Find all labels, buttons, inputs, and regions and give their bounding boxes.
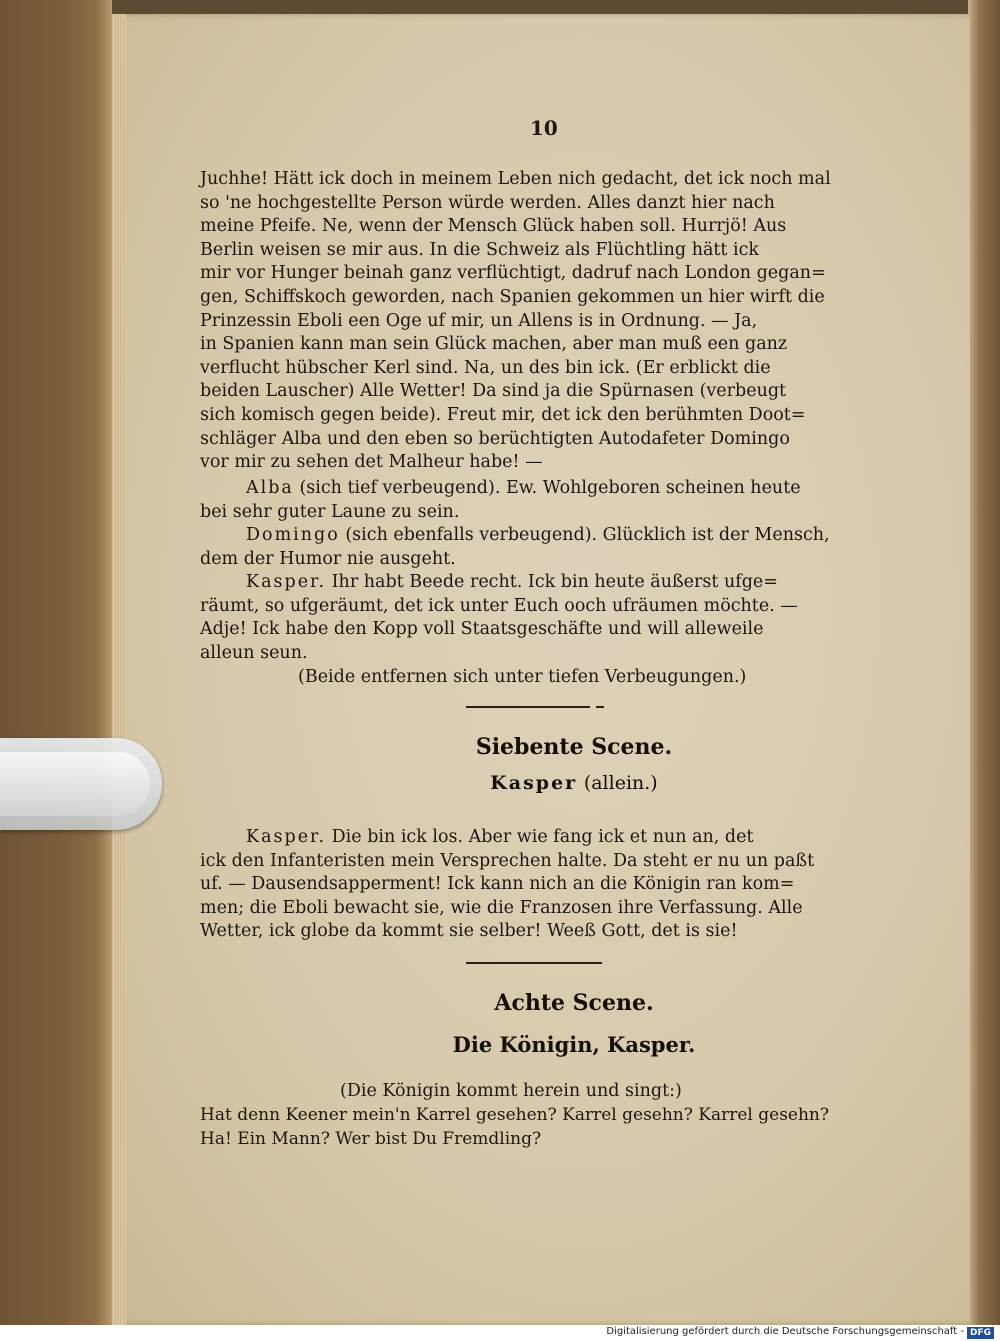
stage-direction: (sich tief verbeugend). xyxy=(299,478,501,498)
text-line: schläger Alba und den eben so berüchtigten Autodafeter Domingo xyxy=(200,428,790,449)
speaker-alba: Alba xyxy=(246,478,294,498)
text-line: in Spanien kann man sein Glück machen, aber man muß een ganz xyxy=(200,334,788,355)
text-line xyxy=(200,826,876,850)
text-line: meine Pfeife. Ne, wenn der Mensch Glück haben soll. Hurrjö! Aus xyxy=(200,216,787,237)
speaker-kasper: Kasper. xyxy=(246,827,327,847)
text-line: beiden Lauscher) Alle Wetter! Da sind ja die Spürnasen (verbeugt xyxy=(200,381,787,402)
text-line: uf. — Dausendsapperment! Ick kann nich an die Königin ran kom= xyxy=(200,874,795,894)
text-line: alleun seun. xyxy=(200,642,308,663)
scene-divider xyxy=(466,706,590,708)
book-cover-left xyxy=(0,0,112,1325)
text-line: Adje! Ick habe den Kopp voll Staatsgeschäfte und will alleweile xyxy=(200,619,764,639)
speech-text: Die bin ick los. Aber wie fang ick et nun an, det xyxy=(331,827,754,847)
text-line: bei sehr guter Laune zu sein. xyxy=(200,501,460,522)
dfg-logo: DFG xyxy=(967,1327,994,1339)
monologue-paragraph xyxy=(200,168,876,475)
text-line: Ha! Ein Mann? Wer bist Du Fremdling? xyxy=(200,1128,542,1149)
song-verse xyxy=(200,1104,876,1151)
text-line: verflucht hübscher Kerl sind. Na, un des bin ick. (Er erblickt die xyxy=(200,357,771,378)
kasper-speech-1 xyxy=(200,571,876,665)
bookmark-tab-highlight xyxy=(0,752,150,816)
speech-text: Ihr habt Beede recht. Ick bin heute äußerst ufge= xyxy=(331,572,778,592)
text-line: dem der Humor nie ausgeht. xyxy=(200,548,456,569)
text-line: men; die Eboli bewacht sie, wie die Franzosen ihre Verfassung. Alle xyxy=(200,897,803,918)
page-edge xyxy=(112,14,126,1325)
page-number: 10 xyxy=(530,116,558,140)
stage-direction-enter: (Die Königin kommt herein und singt:) xyxy=(340,1081,682,1101)
text-line: räumt, so ufgeräumt, det ick unter Euch ooch ufräumen möchte. — xyxy=(200,595,798,616)
text-line xyxy=(200,571,876,595)
speaker-domingo: Domingo xyxy=(246,525,340,545)
text-line: Wetter, ick globe da kommt sie selber! Weeß Gott, det is sie! xyxy=(200,921,738,941)
scene-divider xyxy=(466,962,602,964)
text-line: Juchhe! Hätt ick doch in meinem Leben nich gedacht, det ick noch mal xyxy=(200,169,831,189)
scene-7-note: (allein.) xyxy=(583,772,658,794)
text-line: Hat denn Keener mein'n Karrel gesehen? Karrel gesehn? Karrel gesehn? xyxy=(200,1105,829,1125)
alba-speech xyxy=(200,477,876,524)
scene-7-character: Kasper xyxy=(490,772,578,794)
scene-7-title: Siebente Scene. xyxy=(475,734,673,760)
book-cover-right xyxy=(968,0,1000,1325)
text-line: gen, Schiffskoch geworden, nach Spanien gekommen un hier wirft die xyxy=(200,286,825,307)
scene-7-subtitle xyxy=(236,772,912,794)
text-line: mir vor Hunger beinah ganz verflüchtigt, dadruf nach London gegan= xyxy=(200,263,826,284)
stage-direction: (sich ebenfalls verbeugend). xyxy=(345,525,598,545)
speaker-kasper: Kasper. xyxy=(246,572,327,592)
text-line xyxy=(200,524,876,548)
text-line xyxy=(200,477,876,501)
text-line: sich komisch gegen beide). Freut mir, det ick den berühmten Doot= xyxy=(200,404,806,425)
text-line: Prinzessin Eboli een Oge uf mir, un Allens is in Ordnung. — Ja, xyxy=(200,310,758,331)
domingo-speech xyxy=(200,524,876,571)
text-line: vor mir zu sehen det Malheur habe! — xyxy=(200,452,543,473)
speech-text: Ew. Wohlgeboren scheinen heute xyxy=(505,478,801,498)
text-line: Berlin weisen se mir aus. In die Schweiz als Flüchtling hätt ick xyxy=(200,239,760,260)
speech-text: Glücklich ist der Mensch, xyxy=(602,525,830,545)
footer-credit: Digitalisierung gefördert durch die Deutsche Forschungsgemeinschaft - xyxy=(606,1326,964,1337)
stage-direction-exit: (Beide entfernen sich unter tiefen Verbeugungen.) xyxy=(298,667,747,687)
scene-8-title: Achte Scene. xyxy=(494,990,654,1016)
text-line: ick den Infanteristen mein Versprechen halte. Da steht er nu un paßt xyxy=(200,850,815,871)
text-line: so 'ne hochgestellte Person würde werden. Alles danzt hier nach xyxy=(200,192,775,213)
kasper-speech-2 xyxy=(200,826,876,944)
scene-divider-dash xyxy=(596,706,604,708)
scene-8-subtitle: Die Königin, Kasper. xyxy=(452,1032,696,1057)
